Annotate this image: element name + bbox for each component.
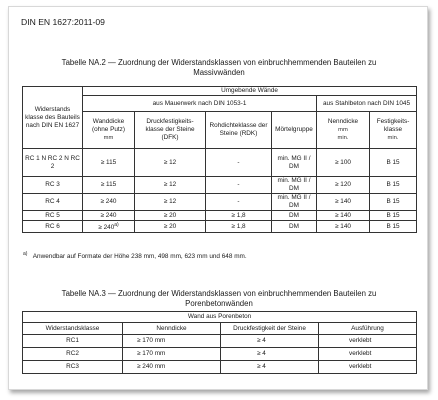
cell-class: RC1 bbox=[23, 335, 123, 348]
cell-rdk: ≥ 1,8 bbox=[206, 211, 272, 221]
cell-mortar: min. MG II / DM bbox=[272, 177, 317, 194]
header-strength bbox=[370, 112, 417, 149]
header-execution: Ausführung bbox=[319, 323, 417, 335]
cell-class: RC 5 bbox=[23, 211, 83, 221]
header-group: Wand aus Porenbeton bbox=[23, 312, 417, 323]
cell-thickness: ≥ 115 bbox=[83, 177, 135, 194]
table-row bbox=[23, 149, 417, 177]
table-row bbox=[23, 211, 417, 221]
cell-thickness bbox=[83, 221, 135, 233]
header-thickness-label: Wanddicke (ohne Putz) bbox=[91, 118, 126, 133]
header-strength-label: Festigkeits- klasse bbox=[376, 118, 410, 133]
table-row bbox=[23, 348, 417, 361]
table-porenbeton bbox=[22, 311, 417, 374]
cell-nominal: ≥ 140 bbox=[317, 221, 370, 233]
cell-mortar: min. MG II / DM bbox=[272, 149, 317, 177]
header-nominal: Nenndicke bbox=[123, 323, 221, 335]
cell-class: RC 1 N RC 2 N RC 2 bbox=[23, 149, 83, 177]
table-massivwaende bbox=[22, 86, 417, 233]
header-walls: Umgebende Wände bbox=[83, 87, 417, 96]
cell-rdk: - bbox=[206, 149, 272, 177]
table-row bbox=[23, 177, 417, 194]
cell-nominal: ≥ 240 mm bbox=[123, 361, 221, 374]
table2-caption-line1: Tabelle NA.3 — Zuordnung der Widerstandsklassen von einbruchhemmenden Bauteilen zu bbox=[61, 289, 377, 298]
table2-caption bbox=[27, 289, 411, 309]
header-concrete: aus Stahlbeton nach DIN 1045 bbox=[317, 96, 417, 112]
header-masonry: aus Mauerwerk nach DIN 1053-1 bbox=[83, 96, 317, 112]
cell-dfk: ≥ 12 bbox=[135, 177, 206, 194]
cell-strength: B 15 bbox=[370, 211, 417, 221]
table-row bbox=[23, 335, 417, 348]
cell-execution: verklebt bbox=[319, 348, 417, 361]
cell-nominal: ≥ 140 bbox=[317, 211, 370, 221]
header-rdk: Rohdichteklasse der Steine (RDK) bbox=[206, 112, 272, 149]
header-nominal-label: Nenndicke bbox=[327, 118, 359, 125]
cell-strength: B 15 bbox=[370, 194, 417, 211]
footnote-ref: a) bbox=[114, 222, 119, 228]
header-thickness-unit: mm bbox=[103, 135, 114, 141]
header-strength-unit: min. bbox=[387, 135, 399, 141]
header-strength: Druckfestigkeit der Steine bbox=[221, 323, 319, 335]
table-row bbox=[23, 194, 417, 211]
document-header: DIN EN 1627:2011-09 bbox=[21, 17, 105, 27]
cell-class: RC 3 bbox=[23, 177, 83, 194]
cell-nominal: ≥ 120 bbox=[317, 177, 370, 194]
cell-thickness: ≥ 240 bbox=[83, 211, 135, 221]
cell-nominal: ≥ 170 mm bbox=[123, 335, 221, 348]
cell-mortar: DM bbox=[272, 221, 317, 233]
cell-nominal: ≥ 170 mm bbox=[123, 348, 221, 361]
cell-dfk: ≥ 12 bbox=[135, 194, 206, 211]
header-nominal bbox=[317, 112, 370, 149]
cell-mortar: min. MG II / DM bbox=[272, 194, 317, 211]
cell-mortar: DM bbox=[272, 211, 317, 221]
table-row bbox=[23, 221, 417, 233]
cell-nominal: ≥ 100 bbox=[317, 149, 370, 177]
cell-class: RC2 bbox=[23, 348, 123, 361]
cell-thickness: ≥ 240 bbox=[83, 194, 135, 211]
header-class: Widerstands klasse des Bauteils nach DIN EN 1627 bbox=[23, 87, 83, 149]
cell-class: RC3 bbox=[23, 361, 123, 374]
header-nominal-unit2: min. bbox=[337, 135, 349, 141]
cell-rdk: ≥ 1,8 bbox=[206, 221, 272, 233]
cell-thickness: ≥ 115 bbox=[83, 149, 135, 177]
table-row bbox=[23, 361, 417, 374]
cell-execution: verklebt bbox=[319, 361, 417, 374]
table1-caption-line1: Tabelle NA.2 — Zuordnung der Widerstandsklassen von einbruchhemmenden Bauteilen zu bbox=[61, 58, 377, 67]
table1-footnote bbox=[23, 251, 247, 260]
header-thickness bbox=[83, 112, 135, 149]
cell-strength: ≥ 4 bbox=[221, 335, 319, 348]
cell-thickness-value: ≥ 240 bbox=[98, 224, 115, 232]
cell-strength: B 15 bbox=[370, 221, 417, 233]
cell-dfk: ≥ 20 bbox=[135, 221, 206, 233]
cell-rdk: - bbox=[206, 194, 272, 211]
footnote-mark: a) bbox=[23, 251, 28, 257]
cell-dfk: ≥ 12 bbox=[135, 149, 206, 177]
cell-class: RC 6 bbox=[23, 221, 83, 233]
cell-strength: ≥ 4 bbox=[221, 361, 319, 374]
cell-nominal: ≥ 140 bbox=[317, 194, 370, 211]
cell-rdk: - bbox=[206, 177, 272, 194]
table1-caption bbox=[27, 58, 411, 78]
cell-class: RC 4 bbox=[23, 194, 83, 211]
cell-strength: ≥ 4 bbox=[221, 348, 319, 361]
header-dfk: Druckfestigkeits- klasse der Steine (DFK) bbox=[135, 112, 206, 149]
cell-dfk: ≥ 20 bbox=[135, 211, 206, 221]
header-nominal-unit1: mm bbox=[338, 127, 348, 133]
cell-execution: verklebt bbox=[319, 335, 417, 348]
document-page bbox=[8, 6, 428, 390]
cell-strength: B 15 bbox=[370, 177, 417, 194]
table2-caption-line2: Porenbetonwänden bbox=[185, 299, 253, 308]
header-class: Widerstandsklasse bbox=[23, 323, 123, 335]
cell-strength: B 15 bbox=[370, 149, 417, 177]
footnote-text: Anwendbar auf Formate der Höhe 238 mm, 498 mm, 623 mm und 648 mm. bbox=[32, 253, 247, 261]
table1-caption-line2: Massivwänden bbox=[193, 68, 245, 77]
header-mortar: Mörtelgruppe bbox=[272, 112, 317, 149]
